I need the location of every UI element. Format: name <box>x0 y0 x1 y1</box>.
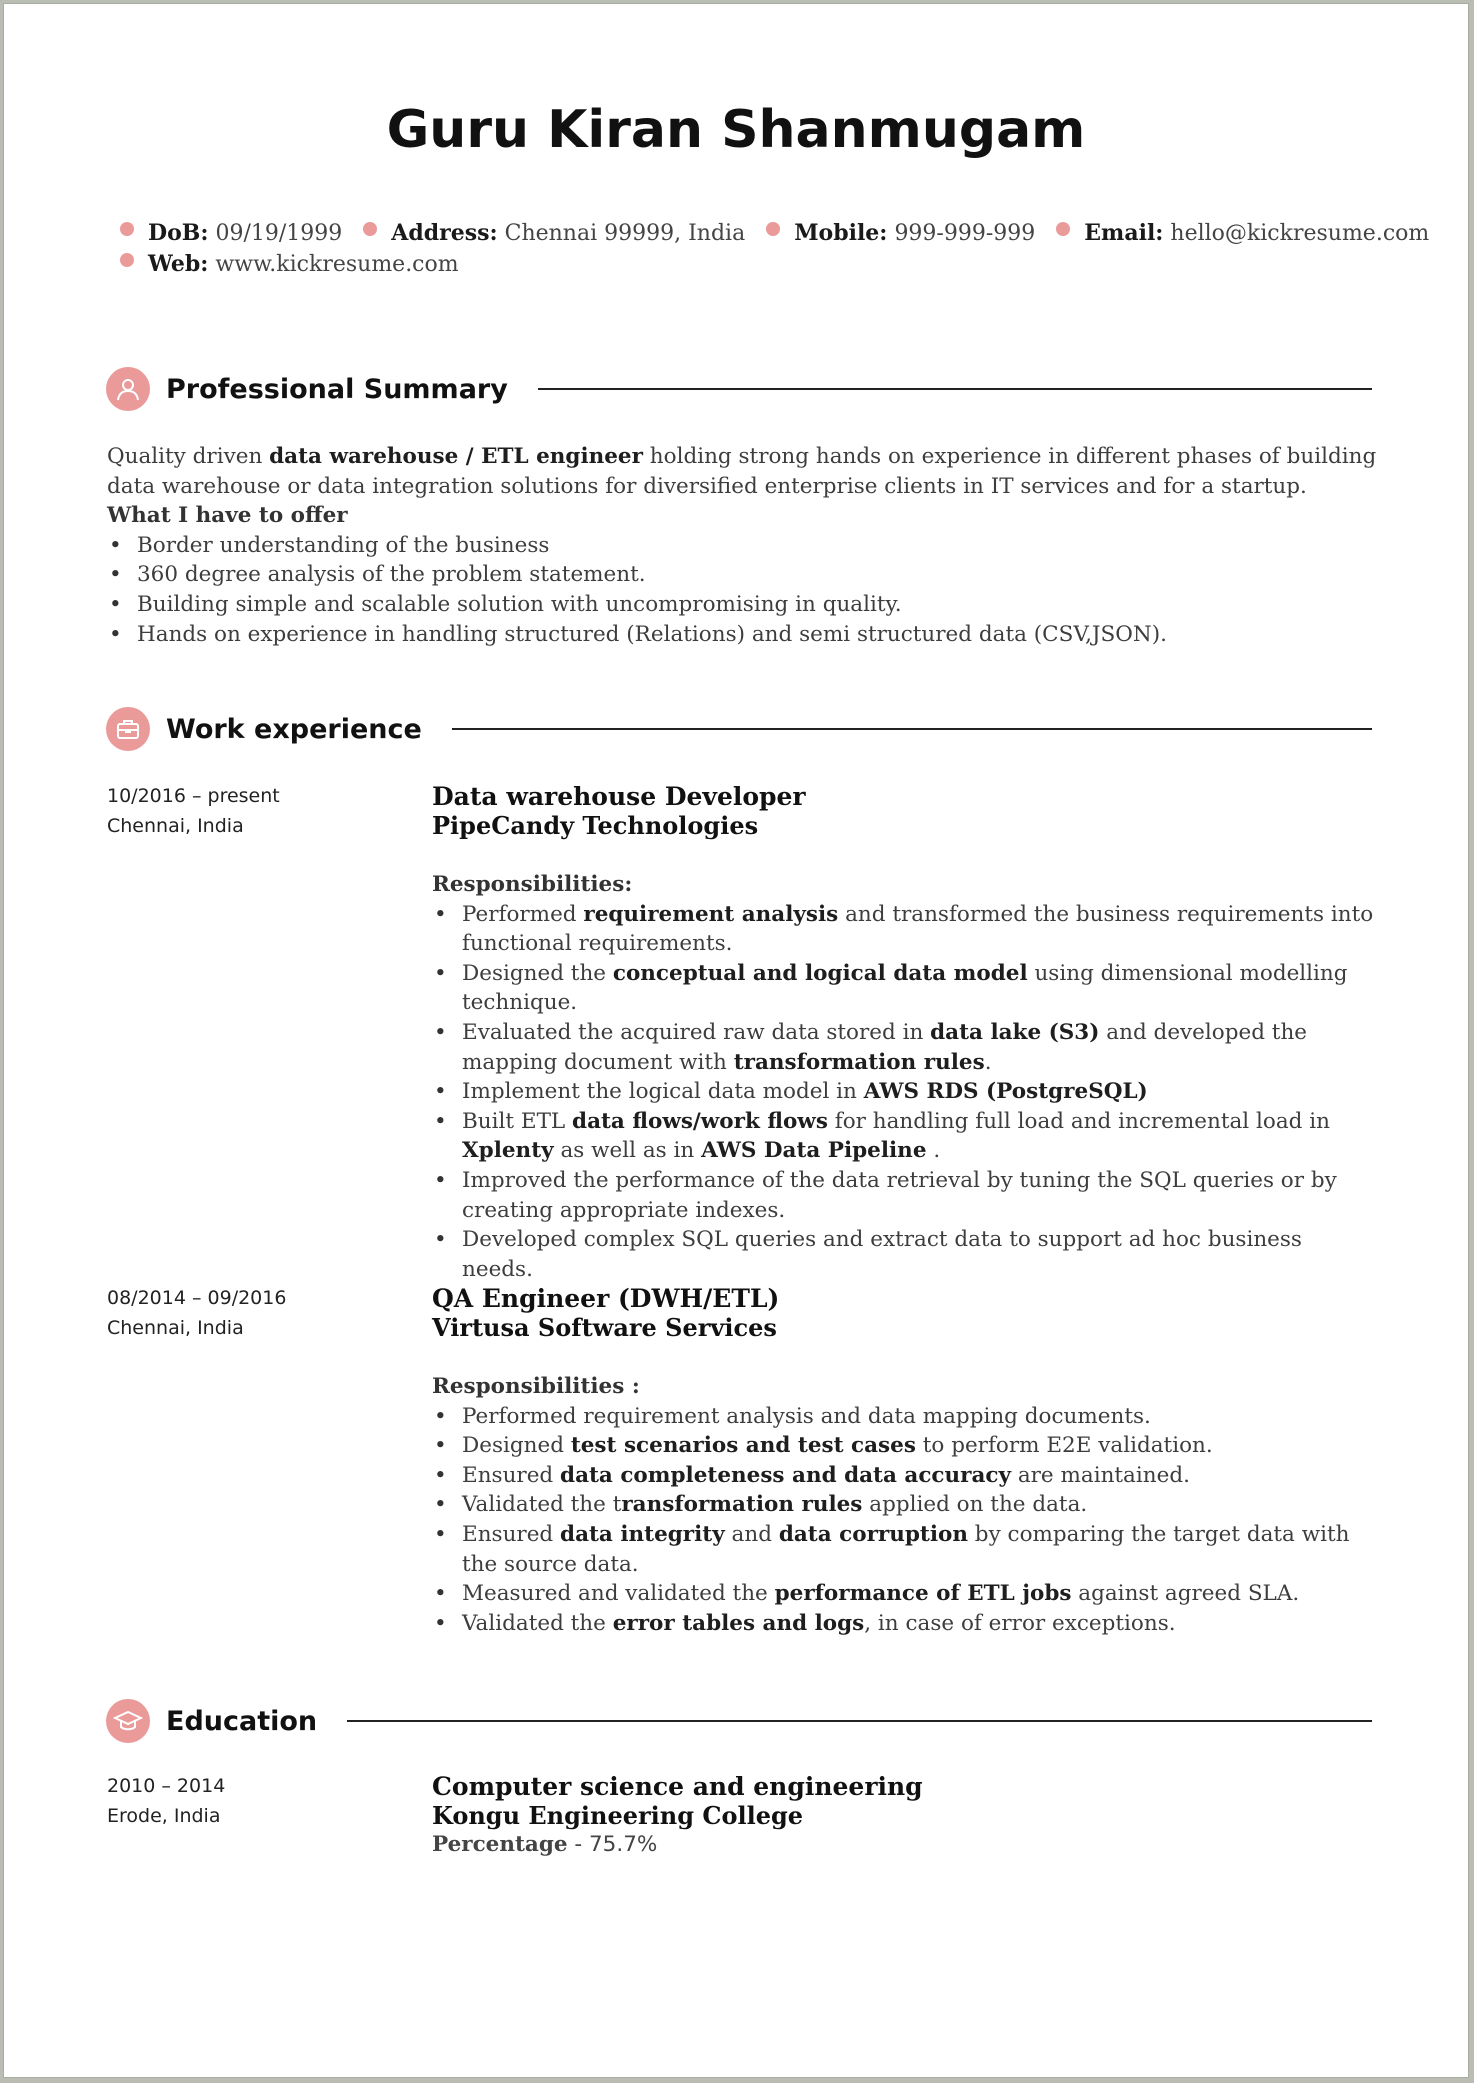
job-2-meta <box>107 1284 286 1343</box>
summary-body <box>107 442 1377 649</box>
percentage: Percentage - 75.7% <box>432 1832 658 1857</box>
responsibilities-label: Responsibilities : <box>432 1374 640 1399</box>
list-item: • Ensured data integrity and data corruption by comparing the target data with the source data. <box>432 1520 1377 1579</box>
list-item: • Designed the conceptual and logical data model using dimensional modelling technique. <box>432 959 1377 1018</box>
summary-section-title: Professional Summary <box>166 373 508 405</box>
job-company: Virtusa Software Services <box>432 1313 777 1342</box>
job-title: QA Engineer (DWH/ETL) <box>432 1284 780 1313</box>
job-2-details <box>432 1284 1377 1638</box>
list-item: • Built ETL data flows/work flows for handling full load and incremental load in Xplenty as well as in AWS Data Pipeline . <box>432 1107 1377 1166</box>
job-1-details <box>432 782 1377 1284</box>
dob-label: DoB: <box>148 220 209 246</box>
job-dates: 10/2016 – present <box>107 785 280 807</box>
education-details <box>432 1772 1377 1860</box>
job-title: Data warehouse Developer <box>432 782 806 811</box>
list-item: • Evaluated the acquired raw data stored in data lake (S3) and developed the mapping document with transformation rules. <box>432 1018 1377 1077</box>
person-icon <box>106 367 150 411</box>
section-divider <box>538 388 1372 390</box>
list-item: • Developed complex SQL queries and extract data to support ad hoc business needs. <box>432 1225 1377 1284</box>
section-divider <box>347 1720 1372 1722</box>
bullet-dot-icon <box>363 222 377 236</box>
list-item: • Validated the transformation rules applied on the data. <box>432 1490 1377 1520</box>
list-item: • Border understanding of the business <box>107 531 1377 561</box>
list-item: • Validated the error tables and logs, in case of error exceptions. <box>432 1609 1377 1639</box>
list-item: • Improved the performance of the data retrieval by tuning the SQL queries or by creating appropriate indexes. <box>432 1166 1377 1225</box>
education-dates: 2010 – 2014 <box>107 1775 226 1797</box>
list-item: • Ensured data completeness and data accuracy are maintained. <box>432 1461 1377 1491</box>
responsibilities-label: Responsibilities: <box>432 872 633 897</box>
graduation-cap-icon <box>106 1699 150 1743</box>
contact-web <box>120 249 459 280</box>
responsibilities-list <box>432 900 1377 1285</box>
address-value: Chennai 99999, India <box>504 221 746 246</box>
list-item: • Hands on experience in handling structured (Relations) and semi structured data (CSV,JSON). <box>107 620 1377 650</box>
summary-section-header <box>106 366 1372 412</box>
job-location: Chennai, India <box>107 814 244 837</box>
address-label: Address: <box>391 220 498 246</box>
mobile-label: Mobile: <box>794 220 888 246</box>
web-value[interactable]: www.kickresume.com <box>215 252 459 277</box>
responsibilities-list <box>432 1402 1377 1639</box>
dob-value: 09/19/1999 <box>215 221 343 246</box>
section-divider <box>452 728 1372 730</box>
job-1-meta <box>107 782 280 841</box>
email-value[interactable]: hello@kickresume.com <box>1170 221 1430 246</box>
contact-mobile <box>766 218 1035 249</box>
list-item: • Performed requirement analysis and data mapping documents. <box>432 1402 1377 1432</box>
degree: Computer science and engineering <box>432 1772 923 1801</box>
education-location: Erode, India <box>107 1804 221 1827</box>
summary-intro: Quality driven data warehouse / ETL engineer holding strong hands on experience in different phases of building data warehouse or data integration solutions for diversified enterprise clients in IT services and for a startup. <box>107 444 1377 499</box>
education-meta <box>107 1772 225 1831</box>
job-company: PipeCandy Technologies <box>432 811 759 840</box>
list-item: • Building simple and scalable solution with uncompromising in quality. <box>107 590 1377 620</box>
list-item: • Implement the logical data model in AWS RDS (PostgreSQL) <box>432 1077 1377 1107</box>
list-item: • Measured and validated the performance of ETL jobs against agreed SLA. <box>432 1579 1377 1609</box>
email-label: Email: <box>1084 220 1164 246</box>
contact-info <box>120 218 1430 280</box>
bullet-dot-icon <box>120 222 134 236</box>
list-item: • Performed requirement analysis and transformed the business requirements into functional requirements. <box>432 900 1377 959</box>
bullet-dot-icon <box>120 253 134 267</box>
mobile-value: 999-999-999 <box>894 221 1036 246</box>
job-dates: 08/2014 – 09/2016 <box>107 1287 287 1309</box>
offer-label: What I have to offer <box>107 503 348 529</box>
candidate-name: Guru Kiran Shanmugam <box>386 100 1086 160</box>
work-section-header <box>106 706 1372 752</box>
contact-address <box>363 218 745 249</box>
education-section-header <box>106 1698 1372 1744</box>
web-label: Web: <box>148 251 209 277</box>
education-section-title: Education <box>166 1705 318 1737</box>
job-location: Chennai, India <box>107 1316 244 1339</box>
contact-dob <box>120 218 342 249</box>
school: Kongu Engineering College <box>432 1801 804 1830</box>
bullet-dot-icon <box>1056 222 1070 236</box>
contact-email <box>1056 218 1429 249</box>
list-item: • Designed test scenarios and test cases to perform E2E validation. <box>432 1431 1377 1461</box>
work-section-title: Work experience <box>166 713 422 745</box>
resume-page <box>3 3 1469 2078</box>
briefcase-icon <box>106 707 150 751</box>
offer-list <box>107 531 1377 649</box>
list-item: • 360 degree analysis of the problem statement. <box>107 560 1377 590</box>
bullet-dot-icon <box>766 222 780 236</box>
